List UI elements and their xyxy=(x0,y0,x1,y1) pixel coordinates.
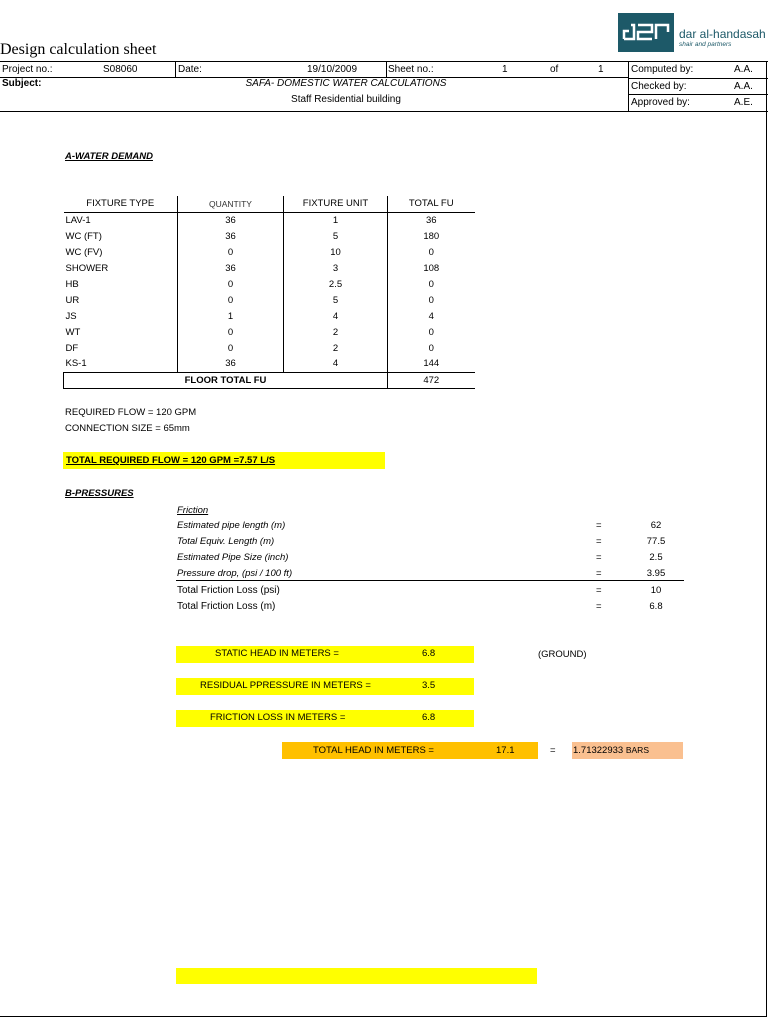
checked-by-value: A.A. xyxy=(734,81,753,92)
friction-label: Friction xyxy=(177,505,209,516)
cell-quantity: 36 xyxy=(178,260,284,276)
cell-fixture-type: WC (FT) xyxy=(65,230,102,242)
total-head-label: TOTAL HEAD IN METERS = xyxy=(313,745,434,756)
bars-unit: BARS xyxy=(625,745,649,755)
equiv-length-eq: = xyxy=(596,536,602,547)
column-header-fixture-unit: FIXTURE UNIT xyxy=(284,196,388,212)
computed-by-value: A.A. xyxy=(734,64,753,75)
subject-line-1: SAFA- DOMESTIC WATER CALCULATIONS xyxy=(245,78,447,89)
cell-fixture-type: JS xyxy=(65,310,77,322)
cell-fixture-type: LAV-1 xyxy=(65,214,91,226)
cell-quantity: 0 xyxy=(178,276,284,292)
pipe-size-label: Estimated Pipe Size (inch) xyxy=(177,552,289,563)
friction-loss-m-eq: = xyxy=(596,601,602,612)
cell-total-fu: 180 xyxy=(388,228,475,244)
static-head-label: STATIC HEAD IN METERS = xyxy=(215,648,339,659)
table-row xyxy=(64,260,475,276)
pressures-heading: B-PRESSURES xyxy=(65,488,134,499)
empty-highlight-band xyxy=(176,968,537,984)
cell-quantity: 0 xyxy=(178,340,284,356)
water-demand-heading: A-WATER DEMAND xyxy=(65,151,153,162)
friction-loss-psi-value: 10 xyxy=(650,585,662,596)
bars-result xyxy=(573,745,649,756)
approved-by-value: A.E. xyxy=(734,97,753,108)
cell-fixture-unit: 2.5 xyxy=(284,276,388,292)
equiv-length-label: Total Equiv. Length (m) xyxy=(177,536,275,547)
table-header-row xyxy=(64,196,475,212)
floor-total-row xyxy=(64,372,475,388)
table-row xyxy=(64,244,475,260)
pipe-length-label: Estimated pipe length (m) xyxy=(177,520,286,531)
total-required-flow-text: TOTAL REQUIRED FLOW = 120 GPM =7.57 L/S xyxy=(66,455,276,466)
cell-total-fu: 36 xyxy=(388,212,475,228)
cell-fixture-unit: 1 xyxy=(284,212,388,228)
cell-total-fu: 144 xyxy=(388,356,475,372)
pipe-length-value: 62 xyxy=(650,520,662,531)
sheet-total-value: 1 xyxy=(598,64,604,75)
cell-fixture-type: KS-1 xyxy=(64,356,178,372)
cell-fixture-unit: 4 xyxy=(284,308,388,324)
cell-quantity: 0 xyxy=(178,324,284,340)
table-row xyxy=(64,340,475,356)
total-head-eq: = xyxy=(550,745,556,756)
sheet-no-value: 1 xyxy=(502,64,508,75)
friction-loss-value: 6.8 xyxy=(422,712,436,723)
ground-note: (GROUND) xyxy=(538,649,587,660)
page-title: Design calculation sheet xyxy=(0,41,157,58)
bars-value: 1.71322933 xyxy=(573,745,624,756)
residual-pressure-value: 3.5 xyxy=(422,680,436,691)
cell-fixture-unit: 5 xyxy=(284,228,388,244)
date-label: Date: xyxy=(178,64,202,75)
cell-total-fu: 0 xyxy=(388,324,475,340)
cell-fixture-type: DF xyxy=(65,342,79,354)
required-flow-text: REQUIRED FLOW = 120 GPM xyxy=(65,407,197,418)
column-header-quantity: QUANTITY xyxy=(178,196,284,212)
sheet-no-label: Sheet no.: xyxy=(388,64,434,75)
connection-size-text: CONNECTION SIZE = 65mm xyxy=(65,423,190,434)
floor-total-label: FLOOR TOTAL FU xyxy=(64,372,388,388)
computed-by-label: Computed by: xyxy=(631,64,694,75)
column-header-total-fu: TOTAL FU xyxy=(388,196,475,212)
cell-fixture-unit: 3 xyxy=(284,260,388,276)
company-name: dar al-handasah xyxy=(679,27,766,41)
table-row xyxy=(64,228,475,244)
friction-loss-psi-eq: = xyxy=(596,585,602,596)
static-head-value: 6.8 xyxy=(422,648,436,659)
cell-fixture-unit: 2 xyxy=(284,324,388,340)
total-head-value: 17.1 xyxy=(496,745,515,756)
cell-total-fu: 0 xyxy=(388,292,475,308)
table-row xyxy=(64,212,475,228)
table-row xyxy=(64,308,475,324)
cell-fixture-unit: 4 xyxy=(284,356,388,372)
cell-quantity: 36 xyxy=(178,212,284,228)
residual-pressure-label: RESIDUAL PPRESSURE IN METERS = xyxy=(200,680,371,691)
column-header-fixture-type: FIXTURE TYPE xyxy=(64,196,178,212)
cell-fixture-unit: 5 xyxy=(284,292,388,308)
project-no-label: Project no.: xyxy=(2,64,53,75)
friction-divider xyxy=(176,580,684,581)
cell-total-fu: 0 xyxy=(388,244,475,260)
table-row xyxy=(64,292,475,308)
pipe-size-value: 2.5 xyxy=(649,552,663,563)
equiv-length-value: 77.5 xyxy=(646,536,666,547)
project-no-value: S08060 xyxy=(103,64,138,75)
pipe-size-eq: = xyxy=(596,552,602,563)
date-value: 19/10/2009 xyxy=(307,64,358,75)
cell-quantity: 36 xyxy=(178,228,284,244)
pressure-drop-value: 3.95 xyxy=(646,568,666,579)
cell-fixture-unit: 10 xyxy=(284,244,388,260)
company-subtitle: shair and partners xyxy=(679,41,732,48)
of-label: of xyxy=(550,64,559,75)
cell-fixture-type: WT xyxy=(65,326,81,338)
pipe-length-eq: = xyxy=(596,520,602,531)
subject-label: Subject: xyxy=(2,78,42,89)
cell-quantity: 0 xyxy=(178,292,284,308)
cell-total-fu: 0 xyxy=(388,340,475,356)
cell-total-fu: 108 xyxy=(388,260,475,276)
cell-fixture-type: UR xyxy=(65,294,80,306)
cell-total-fu: 0 xyxy=(388,276,475,292)
table-row xyxy=(64,324,475,340)
friction-loss-m-value: 6.8 xyxy=(649,601,663,612)
pressure-drop-label: Pressure drop, (psi / 100 ft) xyxy=(177,568,293,579)
friction-loss-psi-label: Total Friction Loss (psi) xyxy=(177,585,280,596)
friction-loss-label: FRICTION LOSS IN METERS = xyxy=(210,712,346,723)
pressure-drop-eq: = xyxy=(596,568,602,579)
table-row xyxy=(64,356,475,372)
subject-line-2: Staff Residential building xyxy=(291,94,401,105)
cell-quantity: 1 xyxy=(178,308,284,324)
table-row xyxy=(64,276,475,292)
cell-fixture-type: WC (FV) xyxy=(65,246,103,258)
cell-quantity: 0 xyxy=(178,244,284,260)
cell-fixture-type: HB xyxy=(65,278,79,290)
checked-by-label: Checked by: xyxy=(631,81,687,92)
cell-fixture-unit: 2 xyxy=(284,340,388,356)
fixture-table xyxy=(63,196,475,389)
cell-quantity: 36 xyxy=(178,356,284,372)
cell-total-fu: 4 xyxy=(388,308,475,324)
floor-total-value: 472 xyxy=(388,372,475,388)
friction-loss-m-label: Total Friction Loss (m) xyxy=(177,601,276,612)
approved-by-label: Approved by: xyxy=(631,97,690,108)
cell-fixture-type: SHOWER xyxy=(65,262,109,274)
company-logo-icon xyxy=(618,13,674,52)
